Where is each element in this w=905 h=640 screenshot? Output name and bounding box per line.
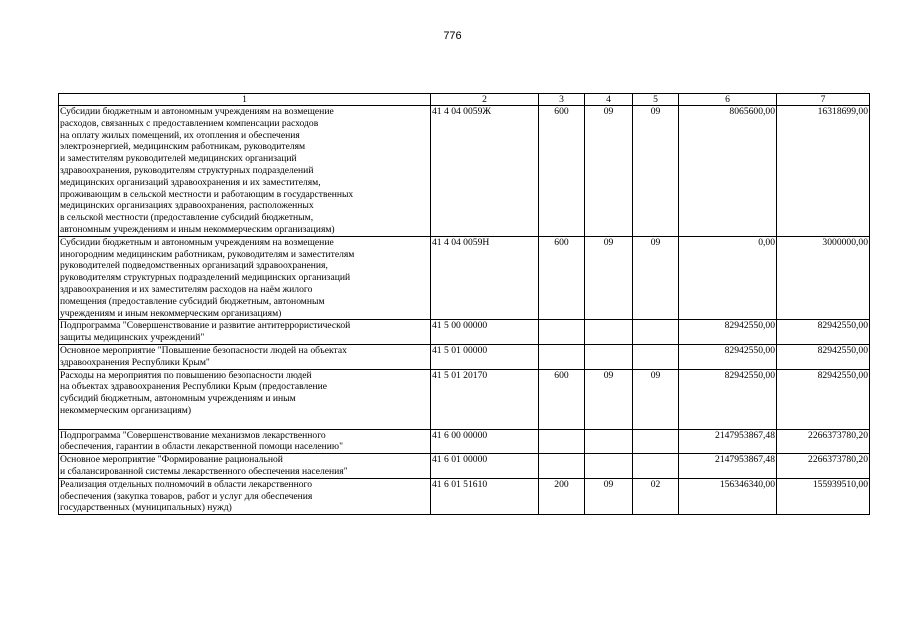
- row-description: [59, 106, 431, 237]
- description-line: здравоохранения Республики Крым": [60, 356, 210, 368]
- description-line: Реализация отдельных полномочий в области лекарственного: [60, 478, 312, 490]
- amount-cell-1: 82942550,00: [679, 369, 777, 429]
- description-line: Подпрограмма "Совершенствование и развитие антитеррористической: [60, 320, 351, 332]
- description-line: на оплату жилых помещений, их отопления и обеспечения: [60, 129, 300, 141]
- budget-code-cell: 41 4 04 0059Н: [431, 236, 539, 320]
- description-line: автономным учреждениям и иным некоммерческим организациям): [60, 223, 335, 235]
- amount-cell-1: 8065600,00: [679, 106, 777, 237]
- expense-type-cell: 600: [539, 236, 585, 320]
- description-line: Основное мероприятие "Повышение безопасности людей на объектах: [60, 344, 347, 356]
- description-line: в сельской местности (предоставление субсидий бюджетным,: [60, 212, 314, 224]
- description-line: некоммерческим организациям): [60, 404, 192, 416]
- description-line: учреждениям и иным некоммерческим организациям): [60, 307, 282, 319]
- description-line: обеспечения (закупка товаров, работ и услуг для обеспечения: [60, 490, 313, 502]
- amount-cell-2: 3000000,00: [777, 236, 870, 320]
- description-line: и сбалансированной системы лекарственного обеспечения населения": [60, 465, 348, 477]
- section-cell: 09: [585, 369, 633, 429]
- column-header: 1: [59, 94, 431, 106]
- amount-cell-1: 82942550,00: [679, 320, 777, 345]
- amount-cell-1: 156346340,00: [679, 478, 777, 514]
- amount-cell-2: 16318699,00: [777, 106, 870, 237]
- budget-code-cell: 41 4 04 0059Ж: [431, 106, 539, 237]
- section-cell: 09: [585, 106, 633, 237]
- table-row: [59, 478, 870, 514]
- description-line: проживающим в сельской местности и работающим в государственных: [60, 188, 354, 200]
- row-description: [59, 369, 431, 429]
- budget-table: [58, 93, 870, 515]
- budget-code-cell: 41 6 01 00000: [431, 454, 539, 479]
- description-line: [60, 417, 429, 429]
- description-line: медицинских организаций здравоохранения и их заместителям,: [60, 176, 321, 188]
- column-header: 3: [539, 94, 585, 106]
- column-header: 6: [679, 94, 777, 106]
- section-cell: 09: [585, 478, 633, 514]
- description-line: расходов, связанных с предоставлением компенсации расходов: [60, 117, 319, 129]
- row-description: [59, 236, 431, 320]
- subsection-cell: [633, 454, 679, 479]
- table-row: [59, 106, 870, 237]
- row-description: [59, 478, 431, 514]
- expense-type-cell: [539, 344, 585, 369]
- subsection-cell: 09: [633, 106, 679, 237]
- table-row: [59, 429, 870, 454]
- amount-cell-2: 2266373780,20: [777, 429, 870, 454]
- description-line: и заместителям руководителей медицинских организаций: [60, 153, 297, 165]
- expense-type-cell: [539, 429, 585, 454]
- subsection-cell: 09: [633, 236, 679, 320]
- budget-code-cell: 41 5 01 00000: [431, 344, 539, 369]
- column-header: 5: [633, 94, 679, 106]
- section-cell: [585, 429, 633, 454]
- expense-type-cell: [539, 454, 585, 479]
- description-line: руководителям структурных подразделений медицинских организаций: [60, 272, 351, 284]
- column-header: 2: [431, 94, 539, 106]
- section-cell: [585, 344, 633, 369]
- budget-table-body: [59, 106, 870, 515]
- row-description: [59, 344, 431, 369]
- description-line: Расходы на мероприятия по повышению безопасности людей: [60, 369, 312, 381]
- description-line: Субсидии бюджетным и автономным учреждениям на возмещение: [60, 106, 334, 117]
- table-row: [59, 236, 870, 320]
- header-row: [59, 94, 870, 106]
- description-line: здравоохранения и их заместителям расходов на наём жилого: [60, 283, 313, 295]
- subsection-cell: 09: [633, 369, 679, 429]
- budget-code-cell: 41 5 01 20170: [431, 369, 539, 429]
- description-line: на объектах здравоохранения Республики Крым (предоставление: [60, 381, 328, 393]
- description-line: государственных (муниципальных) нужд): [60, 502, 232, 514]
- row-description: [59, 454, 431, 479]
- table-row: [59, 369, 870, 429]
- description-line: Подпрограмма "Совершенствование механизмов лекарственного: [60, 429, 326, 441]
- section-cell: [585, 454, 633, 479]
- table-row: [59, 320, 870, 345]
- budget-code-cell: 41 6 01 51610: [431, 478, 539, 514]
- amount-cell-2: 82942550,00: [777, 320, 870, 345]
- column-header: 7: [777, 94, 870, 106]
- expense-type-cell: [539, 320, 585, 345]
- description-line: Основное мероприятие "Формирование рациональной: [60, 454, 283, 466]
- subsection-cell: [633, 320, 679, 345]
- amount-cell-2: 2266373780,20: [777, 454, 870, 479]
- expense-type-cell: 600: [539, 369, 585, 429]
- section-cell: 09: [585, 236, 633, 320]
- row-description: [59, 429, 431, 454]
- row-description: [59, 320, 431, 345]
- description-line: помещения (предоставление субсидий бюджетным, автономным: [60, 295, 325, 307]
- expense-type-cell: 600: [539, 106, 585, 237]
- amount-cell-2: 82942550,00: [777, 369, 870, 429]
- subsection-cell: [633, 344, 679, 369]
- budget-code-cell: 41 5 00 00000: [431, 320, 539, 345]
- column-header: 4: [585, 94, 633, 106]
- description-line: руководителей подведомственных организаций здравоохранения,: [60, 260, 328, 272]
- section-cell: [585, 320, 633, 345]
- expense-type-cell: 200: [539, 478, 585, 514]
- table-row: [59, 454, 870, 479]
- description-line: здравоохранения, руководителям структурных подразделений: [60, 164, 314, 176]
- amount-cell-2: 155939510,00: [777, 478, 870, 514]
- budget-code-cell: 41 6 00 00000: [431, 429, 539, 454]
- description-line: медицинских организациях здравоохранения, расположенных: [60, 200, 314, 212]
- amount-cell-1: 82942550,00: [679, 344, 777, 369]
- subsection-cell: [633, 429, 679, 454]
- description-line: электроэнергией, медицинским работникам, руководителям: [60, 141, 306, 153]
- amount-cell-1: 2147953867,48: [679, 454, 777, 479]
- description-line: иногородним медицинским работникам, руководителям и заместителям: [60, 248, 355, 260]
- description-line: обеспечения, гарантии в области лекарственной помощи населению": [60, 441, 344, 453]
- amount-cell-1: 2147953867,48: [679, 429, 777, 454]
- subsection-cell: 02: [633, 478, 679, 514]
- amount-cell-1: 0,00: [679, 236, 777, 320]
- amount-cell-2: 82942550,00: [777, 344, 870, 369]
- table-row: [59, 344, 870, 369]
- page-number: 776: [443, 30, 462, 42]
- description-line: защиты медицинских учреждений": [60, 332, 205, 344]
- description-line: субсидий бюджетным, автономным учреждениям и иным: [60, 393, 296, 405]
- description-line: Субсидии бюджетным и автономным учреждениям на возмещение: [60, 236, 334, 248]
